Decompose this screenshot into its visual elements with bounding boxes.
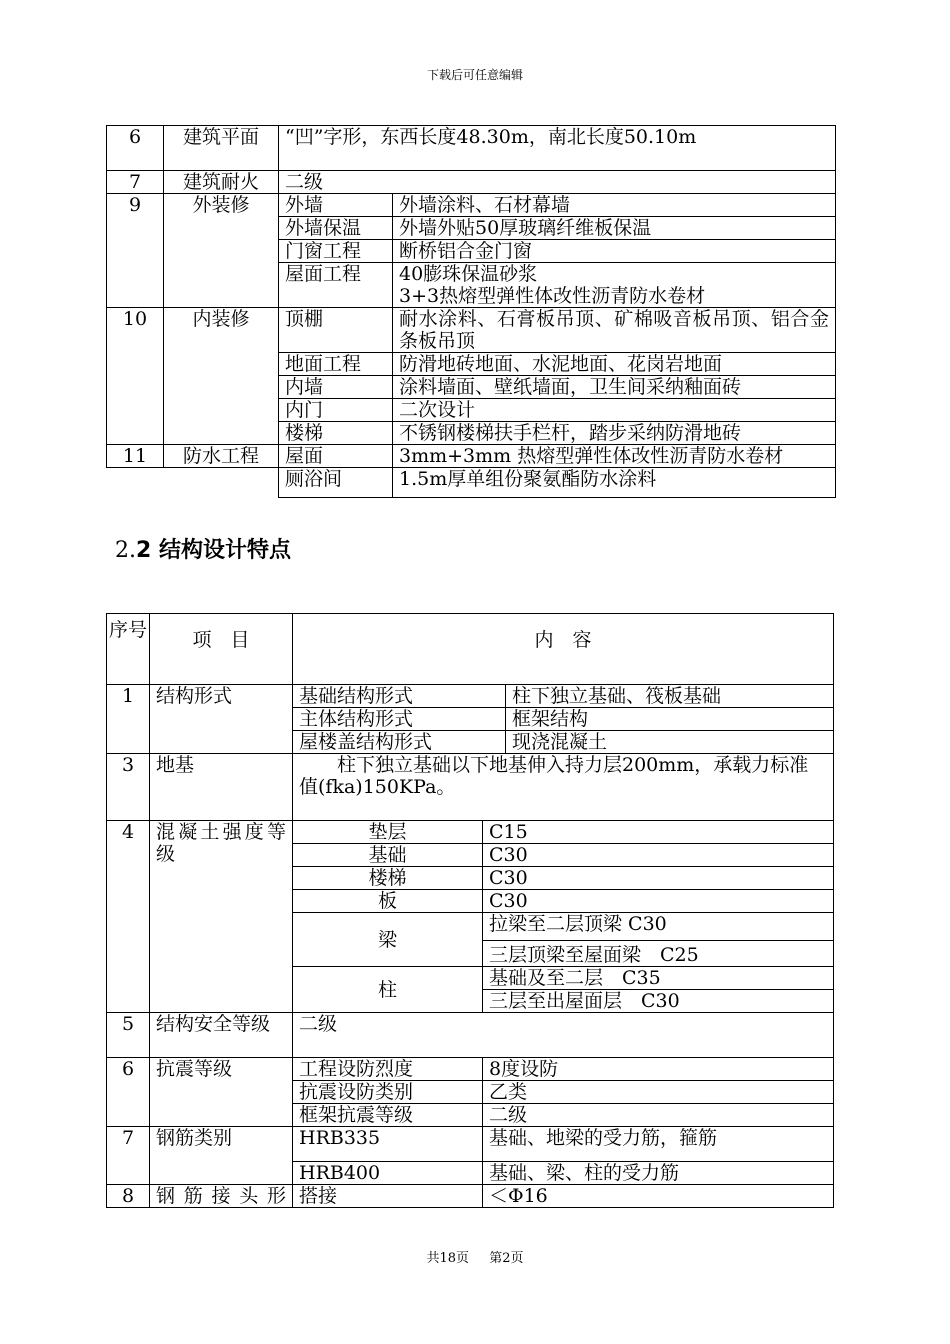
sub-value-line: 40膨珠保温砂浆 <box>399 263 538 285</box>
sub-name: 主体结构形式 <box>293 708 506 731</box>
row-no: 8 <box>107 1185 150 1208</box>
sub-value: 基础、梁、柱的受力筋 <box>483 1162 834 1185</box>
sub-value <box>393 263 836 308</box>
row-item: 钢筋类别 <box>150 1127 293 1185</box>
section-number: 2. <box>115 538 136 563</box>
sub-value: C30 <box>483 890 834 913</box>
row-item: 混凝土强度等级 <box>150 821 293 1013</box>
sub-name: 框架抗震等级 <box>293 1104 483 1127</box>
sub-value: 拉梁至二层顶梁 C30 <box>483 913 834 941</box>
page-header: 下载后可任意编辑 <box>426 68 523 82</box>
sub-value: 乙类 <box>483 1081 834 1104</box>
row-content: 二级 <box>279 171 836 194</box>
row-no: 6 <box>107 1058 150 1127</box>
sub-value: 断桥铝合金门窗 <box>393 240 836 263</box>
row-no: 9 <box>107 194 164 308</box>
row-no: 3 <box>107 754 150 821</box>
sub-value: 不锈钢楼梯扶手栏杆，踏步采纳防滑地砖 <box>393 422 836 445</box>
sub-value: 柱下独立基础、筏板基础 <box>506 685 834 708</box>
sub-value: 基础、地梁的受力筋，箍筋 <box>483 1127 834 1162</box>
sub-name: 地面工程 <box>279 353 393 376</box>
sub-name: HRB335 <box>293 1127 483 1162</box>
row-content: “凹”字形，东西长度48.30m，南北长度50.10m <box>279 126 836 171</box>
row-item: 建筑平面 <box>164 126 279 171</box>
sub-name: 屋面工程 <box>279 263 393 308</box>
sub-name: 搭接 <box>293 1185 483 1208</box>
row-item: 抗震等级 <box>150 1058 293 1127</box>
sub-name: 柱 <box>293 967 483 1013</box>
sub-value: 基础及至二层 C35 <box>483 967 834 990</box>
row-no: 1 <box>107 685 150 754</box>
row-no: 10 <box>107 308 164 445</box>
sub-name: 屋楼盖结构形式 <box>293 731 506 754</box>
row-no: 7 <box>107 171 164 194</box>
head-content: 内 容 <box>293 614 834 685</box>
sub-name: 梁 <box>293 913 483 967</box>
section-heading <box>115 533 291 564</box>
sub-name: 抗震设防类别 <box>293 1081 483 1104</box>
sub-value: 框架结构 <box>506 708 834 731</box>
row-item: 钢筋接头形 <box>150 1185 293 1208</box>
sub-value: 1.5m厚单组份聚氨酯防水涂料 <box>393 468 836 498</box>
row-no: 7 <box>107 1127 150 1185</box>
sub-name: 外墙 <box>279 194 393 217</box>
row-content: 柱下独立基础以下地基伸入持力层200mm，承载力标准值(fka)150KPa。 <box>293 754 834 821</box>
sub-name: 内门 <box>279 399 393 422</box>
sub-value: 3mm+3mm 热熔型弹性体改性沥青防水卷材 <box>393 445 836 468</box>
row-item: 外装修 <box>164 194 279 308</box>
sub-value: 外墙外贴50厚玻璃纤维板保温 <box>393 217 836 240</box>
sub-name: 外墙保温 <box>279 217 393 240</box>
page-footer <box>0 1247 950 1266</box>
row-item: 内装修 <box>164 308 279 445</box>
row-no: 5 <box>107 1013 150 1058</box>
sub-value: 涂料墙面、壁纸墙面，卫生间采纳釉面砖 <box>393 376 836 399</box>
sub-value: 二次设计 <box>393 399 836 422</box>
sub-value: 三层至出屋面层 C30 <box>483 990 834 1013</box>
sub-value: ＜Φ16 <box>483 1185 834 1208</box>
row-item: 建筑耐火 <box>164 171 279 194</box>
sub-value: 二级 <box>483 1104 834 1127</box>
structure-table <box>106 613 834 1208</box>
sub-value: C15 <box>483 821 834 844</box>
sub-value-line: 3+3热熔型弹性体改性沥青防水卷材 <box>399 285 706 307</box>
sub-name: 顶棚 <box>279 308 393 353</box>
sub-name: 楼梯 <box>279 422 393 445</box>
sub-name: 屋面 <box>279 445 393 468</box>
sub-value: 三层顶梁至屋面梁 C25 <box>483 941 834 967</box>
sub-name: 内墙 <box>279 376 393 399</box>
sub-value: 现浇混凝土 <box>506 731 834 754</box>
row-content: 二级 <box>293 1013 834 1058</box>
sub-name: 基础结构形式 <box>293 685 506 708</box>
sub-name: HRB400 <box>293 1162 483 1185</box>
sub-name: 楼梯 <box>293 867 483 890</box>
sub-name: 工程设防烈度 <box>293 1058 483 1081</box>
page-total: 共18页 <box>426 1251 470 1266</box>
row-item: 防水工程 <box>164 445 279 468</box>
row-no: 11 <box>107 445 164 468</box>
page-number: 第2页 <box>489 1251 524 1266</box>
sub-name: 厕浴间 <box>279 468 393 498</box>
row-no: 4 <box>107 821 150 1013</box>
row-item: 结构安全等级 <box>150 1013 293 1058</box>
sub-name: 垫层 <box>293 821 483 844</box>
head-item: 项 目 <box>150 614 293 685</box>
sub-value: 8度设防 <box>483 1058 834 1081</box>
sub-value: 外墙涂料、石材幕墙 <box>393 194 836 217</box>
sub-name: 门窗工程 <box>279 240 393 263</box>
sub-value: C30 <box>483 867 834 890</box>
architecture-table <box>106 125 836 498</box>
sub-value: C30 <box>483 844 834 867</box>
head-no: 序号 <box>107 614 150 685</box>
row-no: 6 <box>107 126 164 171</box>
sub-value: 耐水涂料、石膏板吊顶、矿棉吸音板吊顶、铝合金条板吊顶 <box>393 308 836 353</box>
sub-name: 基础 <box>293 844 483 867</box>
row-item: 结构形式 <box>150 685 293 754</box>
row-item: 地基 <box>150 754 293 821</box>
sub-name: 板 <box>293 890 483 913</box>
section-title: 2 结构设计特点 <box>136 538 291 563</box>
sub-value: 防滑地砖地面、水泥地面、花岗岩地面 <box>393 353 836 376</box>
